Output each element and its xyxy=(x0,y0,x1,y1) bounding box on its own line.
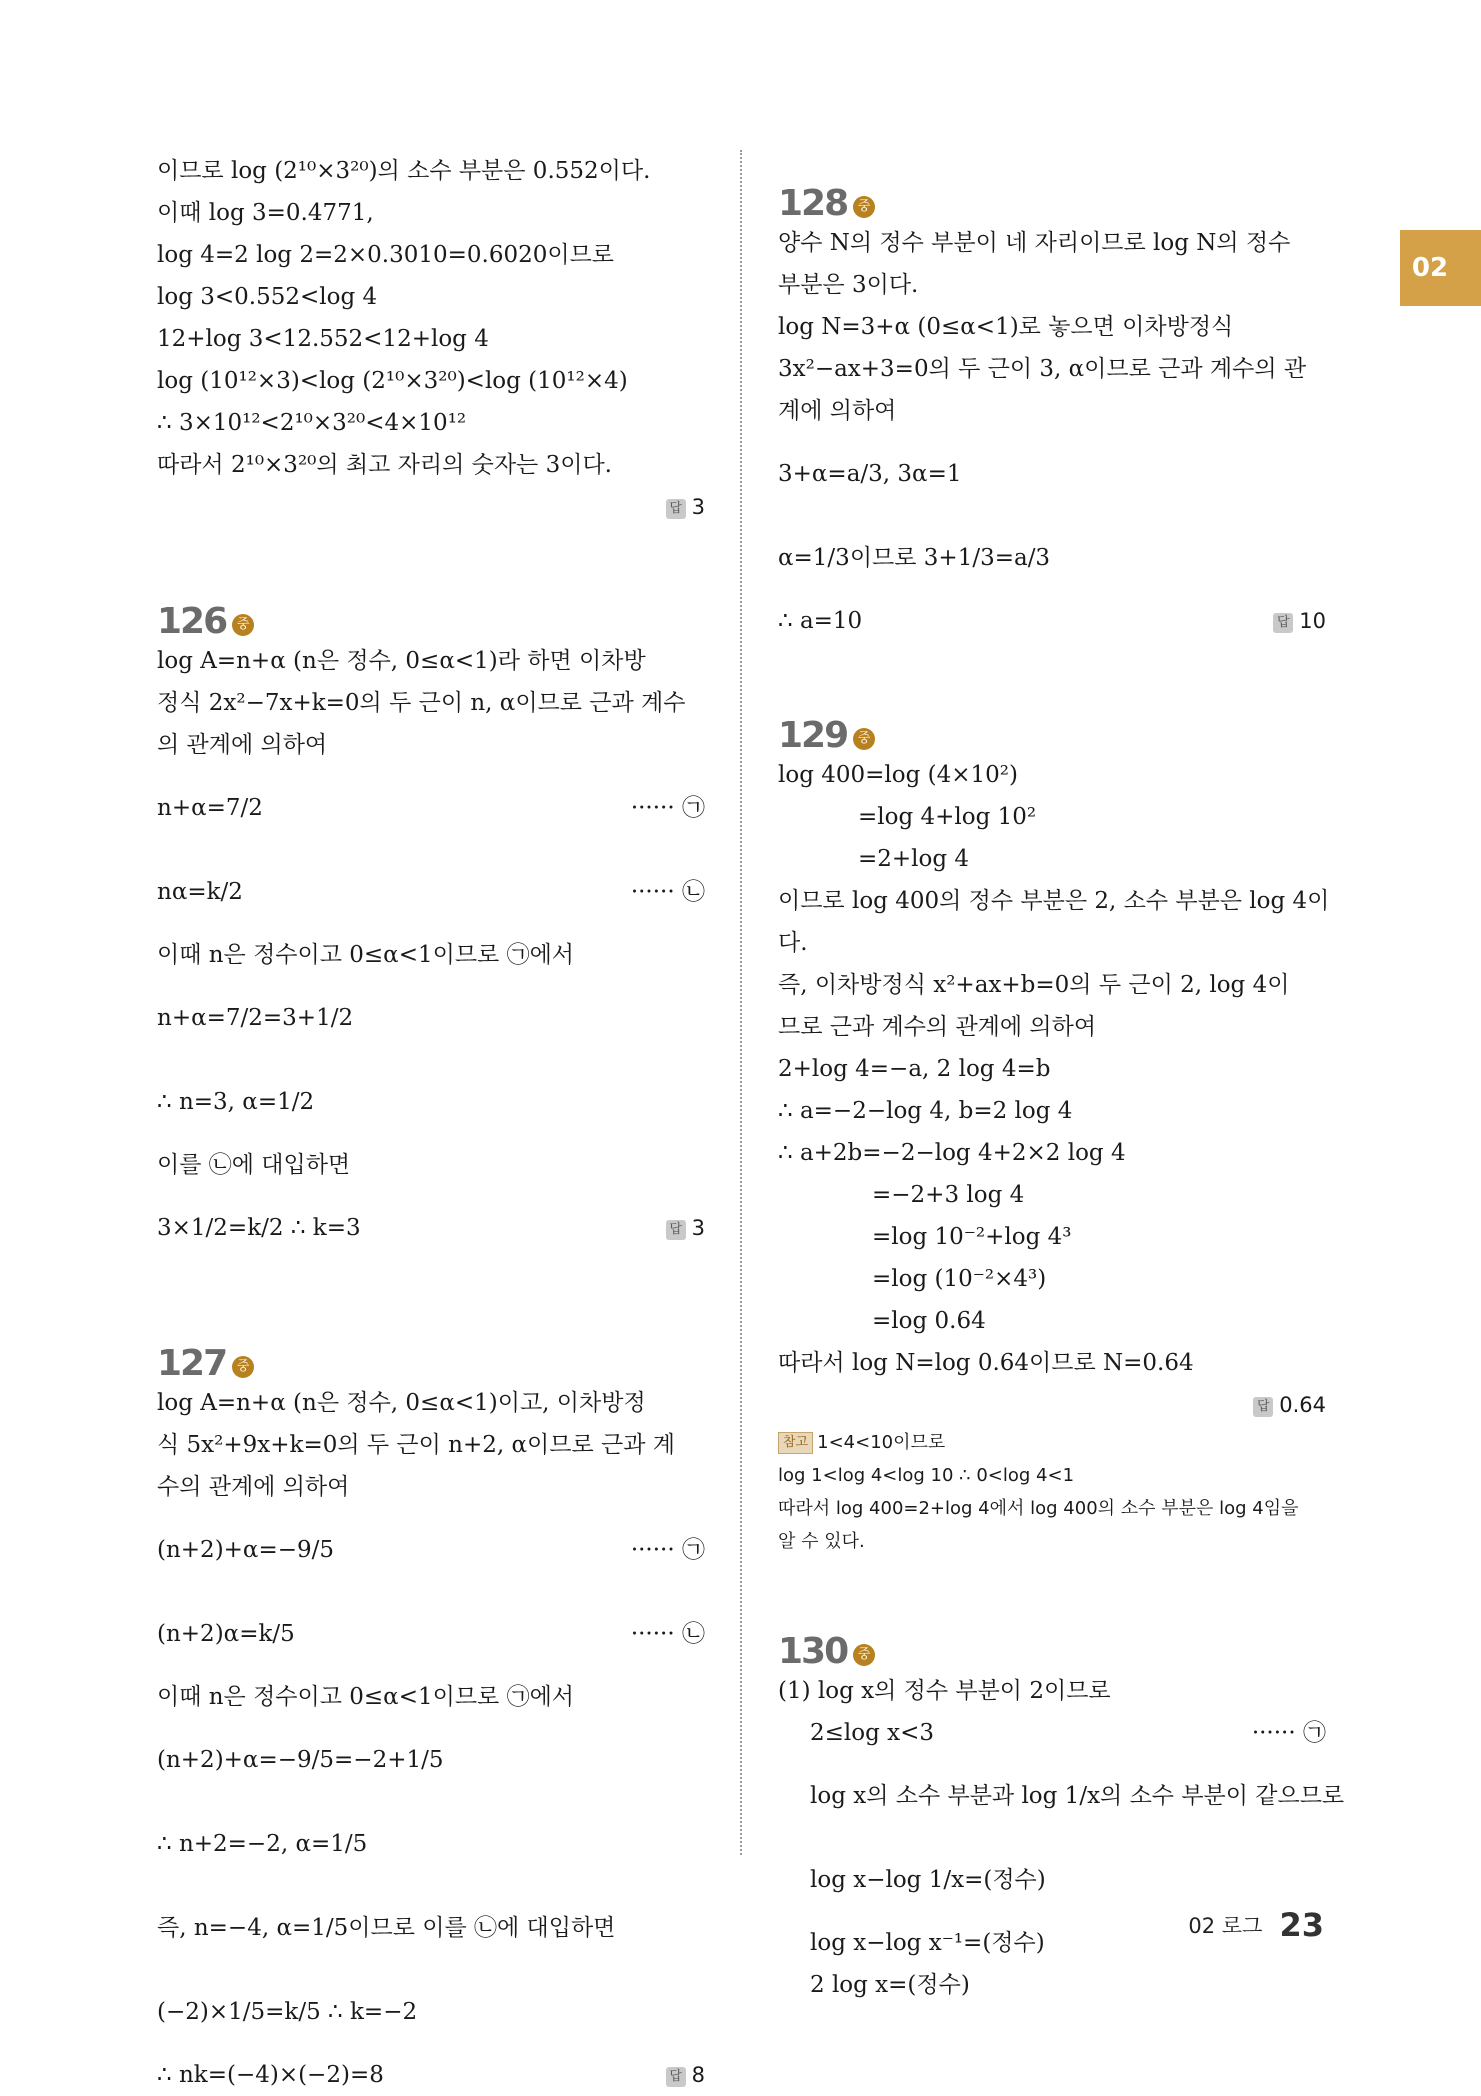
answer-label xyxy=(666,486,705,528)
solution-text: 의 관계에 의하여 xyxy=(157,732,328,758)
solution-line xyxy=(157,766,705,850)
right-column xyxy=(778,150,1345,2006)
solution-text: log (10¹²×3)<log (2¹⁰×3²⁰)<log (10¹²×4) xyxy=(157,368,628,394)
solution-line xyxy=(778,1342,1326,1384)
solution-line xyxy=(157,1886,705,1970)
solution-line xyxy=(157,1382,705,1424)
note-line: 따라서 log 400=2+log 4에서 log 400의 소수 부분은 log 4임을 xyxy=(778,1498,1299,1519)
solution-text: 2≤log x<3 xyxy=(810,1720,935,1746)
solution-line xyxy=(157,444,705,486)
solution-line xyxy=(778,222,1326,264)
note-line: 1<4<10이므로 xyxy=(817,1432,946,1453)
answer-value: 0.64 xyxy=(1279,1393,1326,1417)
chapter-side-tab xyxy=(1400,230,1481,306)
solution-line xyxy=(157,934,705,976)
answer-label xyxy=(1273,600,1326,642)
solution-line xyxy=(778,754,1326,796)
solution-text: 다. xyxy=(778,930,808,956)
solution-text: =log (10⁻²×4³) xyxy=(872,1266,1047,1292)
solution-line xyxy=(778,1712,1326,1754)
solution-text: ∴ 3×10¹²<2¹⁰×3²⁰<4×10¹² xyxy=(157,410,467,436)
problem-number: 127 xyxy=(157,1343,227,1384)
answer-label xyxy=(1253,1384,1326,1426)
solution-text: n+α=7/2 xyxy=(157,795,263,821)
solution-text: =2+log 4 xyxy=(858,846,970,872)
answer-badge: 답 xyxy=(666,499,686,519)
solution-line xyxy=(157,1592,705,1676)
solution-text: 즉, n=−4, α=1/5이므로 이를 ㉡에 대입하면 xyxy=(157,1915,616,1941)
solution-text: ∴ a=10 xyxy=(778,608,863,634)
solution-text: 이때 log 3=0.4771, xyxy=(157,200,374,226)
note-first-line xyxy=(778,1426,1326,1459)
solution-text: (n+2)+α=−9/5=−2+1/5 xyxy=(157,1747,444,1773)
difficulty-badge: 중 xyxy=(853,196,875,218)
section-gap xyxy=(157,528,705,568)
solution-text: log 3<0.552<log 4 xyxy=(157,284,378,310)
answer-label xyxy=(666,1186,705,1270)
column-divider xyxy=(740,150,742,1855)
problem-number: 126 xyxy=(157,601,227,642)
solution-line xyxy=(157,682,705,724)
solution-line xyxy=(778,1258,1326,1300)
answer-badge: 답 xyxy=(1253,1397,1273,1417)
solution-text: ∴ a+2b=−2−log 4+2×2 log 4 xyxy=(778,1140,1126,1166)
solution-text: 계에 의하여 xyxy=(778,398,897,424)
solution-text: 2+log 4=−a, 2 log 4=b xyxy=(778,1056,1051,1082)
solution-text: 즉, 이차방정식 x²+ax+b=0의 두 근이 2, log 4이 xyxy=(778,972,1290,998)
solution-line xyxy=(157,976,705,1060)
left-column xyxy=(157,150,705,2096)
solution-line xyxy=(778,880,1330,922)
solution-line xyxy=(778,1300,1326,1342)
difficulty-badge: 중 xyxy=(853,728,875,750)
solution-line xyxy=(157,1970,705,2054)
solution-line xyxy=(157,318,705,360)
problem-number: 129 xyxy=(778,715,848,756)
solution-text: 따라서 2¹⁰×3²⁰의 최고 자리의 숫자는 3이다. xyxy=(157,452,612,478)
solution-text: n+α=7/2=3+1/2 xyxy=(157,1005,354,1031)
solution-text: log x의 소수 부분과 log 1/x의 소수 부분이 같으므로 xyxy=(810,1783,1345,1809)
problem-heading xyxy=(157,568,705,640)
equation-marker: ······ ㉡ xyxy=(630,879,705,905)
answer-value: 3 xyxy=(691,495,705,519)
solution-text: 수의 관계에 의하여 xyxy=(157,1474,350,1500)
solution-text: 양수 N의 정수 부분이 네 자리이므로 log N의 정수 xyxy=(778,230,1291,256)
solution-text: log x−log x⁻¹=(정수) xyxy=(810,1930,1045,1956)
equation-marker: ······ ㉠ xyxy=(1251,1720,1326,1746)
solution-line xyxy=(778,1048,1326,1090)
answer-badge: 답 xyxy=(1273,613,1293,633)
solution-line xyxy=(778,306,1326,348)
solution-line xyxy=(157,1508,705,1592)
solution-line xyxy=(778,796,1326,838)
solution-text: (−2)×1/5=k/5 ∴ k=−2 xyxy=(157,1999,418,2025)
solution-text: 3×1/2=k/2 ∴ k=3 xyxy=(157,1215,361,1241)
solution-text: 정식 2x²−7x+k=0의 두 근이 n, α이므로 근과 계수 xyxy=(157,690,686,716)
solution-line xyxy=(778,1754,1345,1838)
difficulty-badge: 중 xyxy=(232,1356,254,1378)
solution-line xyxy=(778,1670,1326,1712)
solution-text: log 400=log (4×10²) xyxy=(778,762,1018,788)
problem-heading xyxy=(157,1310,705,1382)
solution-text: 이때 n은 정수이고 0≤α<1이므로 ㉠에서 xyxy=(157,942,575,968)
solution-line xyxy=(157,1676,705,1718)
solution-text: (1) log x의 정수 부분이 2이므로 xyxy=(778,1678,1111,1704)
footer-chapter: 02 로그 xyxy=(1188,1914,1263,1938)
solution-line xyxy=(778,1216,1326,1258)
solution-text: 식 5x²+9x+k=0의 두 근이 n+2, α이므로 근과 계 xyxy=(157,1432,675,1458)
difficulty-badge: 중 xyxy=(232,614,254,636)
problem-number: 128 xyxy=(778,183,848,224)
solution-text: 12+log 3<12.552<12+log 4 xyxy=(157,326,489,352)
solution-line xyxy=(778,432,1326,516)
solution-line xyxy=(778,838,1326,880)
solution-line xyxy=(778,1964,1326,2006)
section-gap xyxy=(157,1270,705,1310)
equation-marker: ······ ㉡ xyxy=(630,1621,705,1647)
solution-text: log x−log 1/x=(정수) xyxy=(810,1867,1046,1893)
difficulty-badge: 중 xyxy=(853,1644,875,1666)
solution-line xyxy=(157,1802,705,1886)
solution-line xyxy=(778,390,1326,432)
solution-line xyxy=(778,1132,1326,1174)
solution-line xyxy=(778,264,1326,306)
note-tag: 참고 xyxy=(778,1432,813,1454)
solution-text: =log 4+log 10² xyxy=(858,804,1037,830)
answer-badge: 답 xyxy=(666,2067,686,2087)
solution-text: (n+2)+α=−9/5 xyxy=(157,1537,335,1563)
solution-line xyxy=(778,348,1326,390)
solution-line xyxy=(778,922,1326,964)
solution-line xyxy=(157,276,705,318)
solution-text: log A=n+α (n은 정수, 0≤α<1)라 하면 이차방 xyxy=(157,648,646,674)
answer-line xyxy=(157,486,705,528)
answer-value: 8 xyxy=(691,2063,705,2087)
solution-text: 므로 근과 계수의 관계에 의하여 xyxy=(778,1014,1097,1040)
solution-line xyxy=(157,1144,705,1186)
solution-text: ∴ n+2=−2, α=1/5 xyxy=(157,1831,368,1857)
solution-text: nα=k/2 xyxy=(157,879,243,905)
solution-text: 2 log x=(정수) xyxy=(810,1972,970,1998)
solution-text: ∴ n=3, α=1/2 xyxy=(157,1089,315,1115)
page-footer xyxy=(1188,1906,1324,1944)
solution-text: 부분은 3이다. xyxy=(778,272,919,298)
solution-text: 3x²−ax+3=0의 두 근이 3, α이므로 근과 계수의 관 xyxy=(778,356,1307,382)
solution-line xyxy=(157,850,705,934)
problem-heading xyxy=(778,150,1326,222)
solution-line xyxy=(778,964,1326,1006)
solution-line xyxy=(157,402,705,444)
solution-text: 이므로 log (2¹⁰×3²⁰)의 소수 부분은 0.552이다. xyxy=(157,158,651,184)
solution-text: ∴ a=−2−log 4, b=2 log 4 xyxy=(778,1098,1073,1124)
solution-text: 이를 ㉡에 대입하면 xyxy=(157,1152,351,1178)
solution-line xyxy=(778,600,1326,642)
solution-text: 따라서 log N=log 0.64이므로 N=0.64 xyxy=(778,1350,1194,1376)
solution-line xyxy=(157,1424,705,1466)
solution-line xyxy=(157,192,705,234)
chapter-side-tab-label: 02 xyxy=(1411,253,1449,283)
problem-heading xyxy=(778,682,1326,754)
solution-text: log 4=2 log 2=2×0.3010=0.6020이므로 xyxy=(157,242,615,268)
problem-heading xyxy=(778,1598,1326,1670)
solution-line xyxy=(778,1090,1326,1132)
page-number: 23 xyxy=(1279,1906,1324,1944)
solution-line xyxy=(778,1174,1326,1216)
answer-value: 3 xyxy=(691,1216,705,1240)
solution-line xyxy=(157,1718,705,1802)
solution-line xyxy=(157,640,705,682)
solution-line xyxy=(157,1466,705,1508)
note-line: log 1<log 4<log 10 ∴ 0<log 4<1 xyxy=(778,1465,1075,1486)
solution-text: (n+2)α=k/5 xyxy=(157,1621,295,1647)
solution-line xyxy=(157,1186,705,1270)
solution-text: 이때 n은 정수이고 0≤α<1이므로 ㉠에서 xyxy=(157,1684,575,1710)
solution-line xyxy=(157,150,705,192)
solution-text: 3+α=a/3, 3α=1 xyxy=(778,461,962,487)
answer-label xyxy=(666,2054,705,2096)
problem-number: 130 xyxy=(778,1631,848,1672)
section-gap xyxy=(778,642,1326,682)
reference-note xyxy=(778,1426,1326,1558)
section-gap xyxy=(778,1558,1326,1598)
equation-marker: ······ ㉠ xyxy=(630,1537,705,1563)
solution-line xyxy=(157,360,705,402)
solution-text: 이므로 log 400의 정수 부분은 2, 소수 부분은 log 4이 xyxy=(778,888,1330,914)
solution-text: ∴ nk=(−4)×(−2)=8 xyxy=(157,2062,384,2088)
answer-value: 10 xyxy=(1299,609,1326,633)
solution-line xyxy=(157,234,705,276)
answer-line xyxy=(778,1384,1326,1426)
equation-marker: ······ ㉠ xyxy=(630,795,705,821)
note-line: 알 수 있다. xyxy=(778,1531,865,1552)
solution-line xyxy=(778,1006,1326,1048)
solution-text: log N=3+α (0≤α<1)로 놓으면 이차방정식 xyxy=(778,314,1234,340)
solution-text: α=1/3이므로 3+1/3=a/3 xyxy=(778,545,1051,571)
solution-line xyxy=(157,2054,705,2096)
solution-text: =log 10⁻²+log 4³ xyxy=(872,1224,1072,1250)
solution-text: =log 0.64 xyxy=(872,1308,986,1334)
answer-badge: 답 xyxy=(666,1220,686,1240)
solution-line xyxy=(157,724,705,766)
solution-line xyxy=(157,1060,705,1144)
solution-text: log A=n+α (n은 정수, 0≤α<1)이고, 이차방정 xyxy=(157,1390,646,1416)
solution-line xyxy=(778,516,1326,600)
solution-text: =−2+3 log 4 xyxy=(872,1182,1025,1208)
